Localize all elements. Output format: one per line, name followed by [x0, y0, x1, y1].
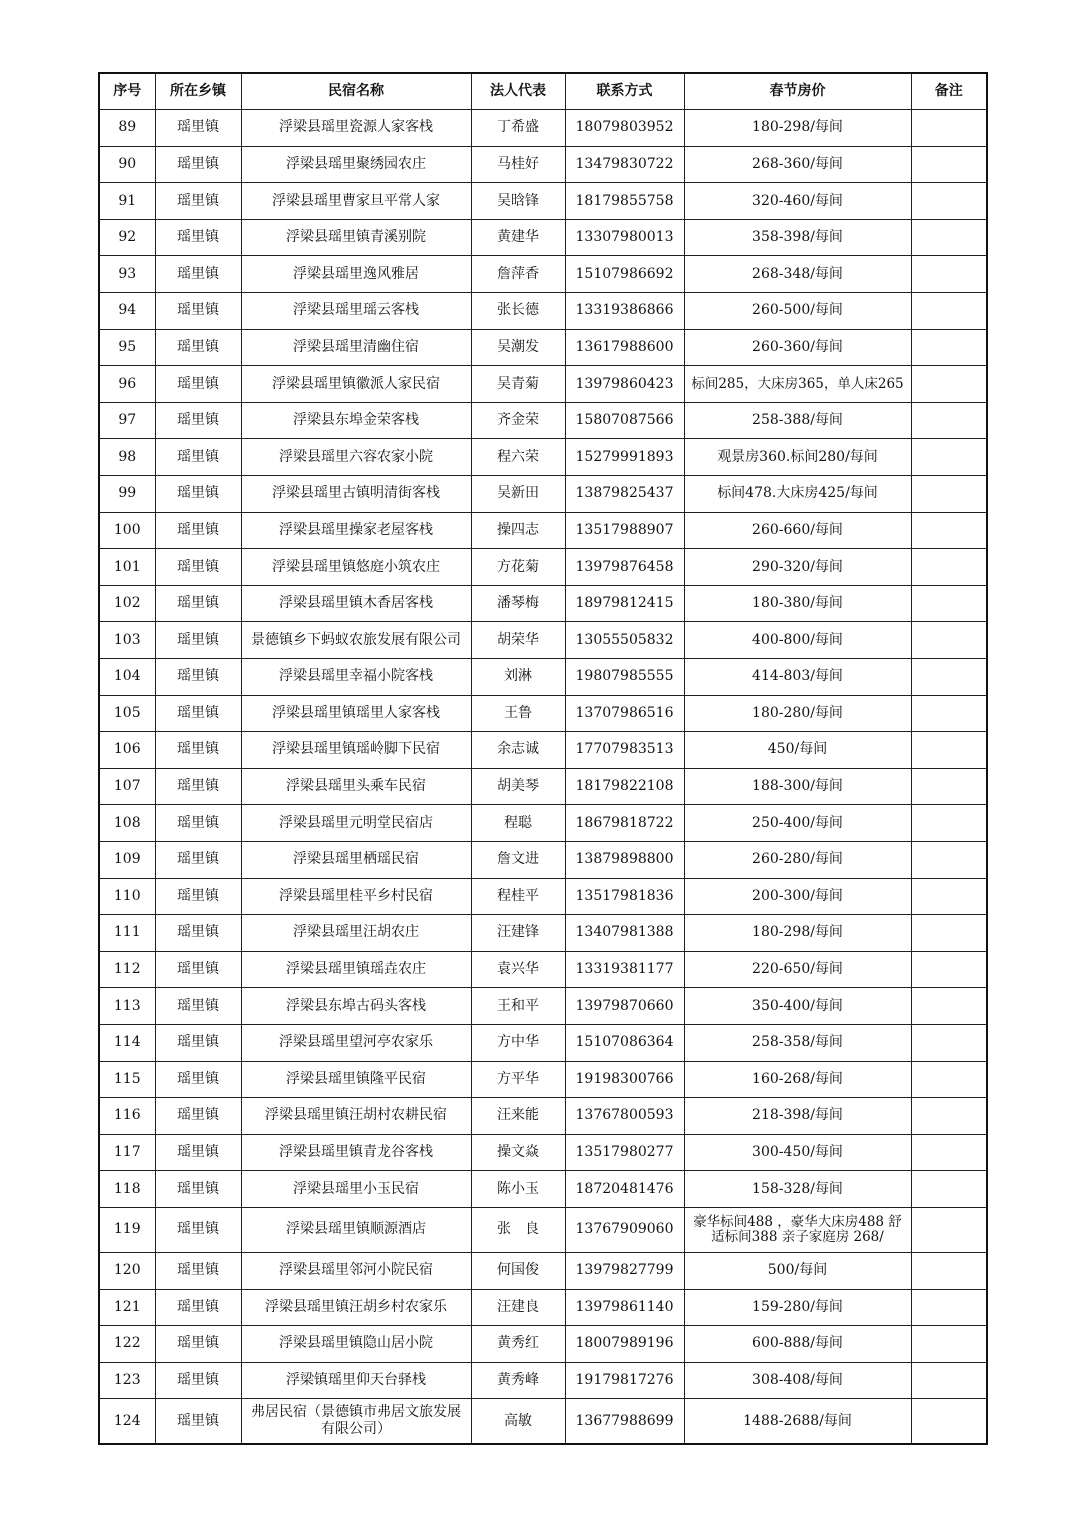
table-row: [99, 219, 987, 256]
cell-price: 250-400/每间: [684, 805, 911, 842]
cell-note: [911, 256, 987, 293]
cell-note: [911, 366, 987, 403]
cell-no: 101: [99, 549, 155, 586]
table-row: [99, 878, 987, 915]
cell-town: 瑶里镇: [155, 512, 241, 549]
cell-phone: 13517981836: [565, 878, 684, 915]
cell-price: 358-398/每间: [684, 219, 911, 256]
cell-price: 标间478.大床房425/每间: [684, 476, 911, 513]
cell-phone: 19179817276: [565, 1362, 684, 1399]
cell-phone: 13979827799: [565, 1252, 684, 1289]
cell-no: 109: [99, 841, 155, 878]
cell-note: [911, 1362, 987, 1399]
cell-town: 瑶里镇: [155, 768, 241, 805]
cell-price: 320-460/每间: [684, 183, 911, 220]
table-row: [99, 329, 987, 366]
cell-no: 103: [99, 622, 155, 659]
cell-no: 119: [99, 1207, 155, 1252]
cell-name: 浮梁县瑶里镇汪胡乡村农家乐: [241, 1289, 471, 1326]
cell-price: 290-320/每间: [684, 549, 911, 586]
cell-name: 浮梁县瑶里曹家旦平常人家: [241, 183, 471, 220]
cell-note: [911, 1399, 987, 1444]
cell-name: 浮梁县瑶里小玉民宿: [241, 1171, 471, 1208]
cell-note: [911, 1289, 987, 1326]
cell-note: [911, 768, 987, 805]
cell-rep: 张 良: [471, 1207, 565, 1252]
cell-town: 瑶里镇: [155, 476, 241, 513]
cell-phone: 13319381177: [565, 951, 684, 988]
cell-price: 300-450/每间: [684, 1134, 911, 1171]
cell-price: 258-388/每间: [684, 402, 911, 439]
cell-rep: 吴晗锋: [471, 183, 565, 220]
cell-no: 98: [99, 439, 155, 476]
cell-no: 108: [99, 805, 155, 842]
cell-rep: 齐金荣: [471, 402, 565, 439]
cell-no: 99: [99, 476, 155, 513]
cell-note: [911, 293, 987, 330]
cell-no: 114: [99, 1024, 155, 1061]
cell-rep: 潘琴梅: [471, 585, 565, 622]
cell-price: 200-300/每间: [684, 878, 911, 915]
table-row: [99, 988, 987, 1025]
cell-phone: 13319386866: [565, 293, 684, 330]
cell-price: 260-500/每间: [684, 293, 911, 330]
cell-no: 90: [99, 146, 155, 183]
cell-no: 120: [99, 1252, 155, 1289]
cell-phone: 13979870660: [565, 988, 684, 1025]
cell-town: 瑶里镇: [155, 1024, 241, 1061]
cell-town: 瑶里镇: [155, 183, 241, 220]
cell-town: 瑶里镇: [155, 695, 241, 732]
cell-price: 260-280/每间: [684, 841, 911, 878]
cell-town: 瑶里镇: [155, 402, 241, 439]
cell-rep: 丁希盛: [471, 110, 565, 147]
cell-town: 瑶里镇: [155, 219, 241, 256]
cell-rep: 程聪: [471, 805, 565, 842]
cell-town: 瑶里镇: [155, 1207, 241, 1252]
table-row: [99, 402, 987, 439]
cell-no: 113: [99, 988, 155, 1025]
table-row: [99, 622, 987, 659]
table-row: [99, 439, 987, 476]
cell-name: 浮梁县瑶里镇瑶岭脚下民宿: [241, 732, 471, 769]
cell-price: 260-660/每间: [684, 512, 911, 549]
cell-phone: 18979812415: [565, 585, 684, 622]
cell-price: 180-298/每间: [684, 915, 911, 952]
header-town: 所在乡镇: [155, 73, 241, 110]
cell-name: 浮梁县瑶里镇青溪别院: [241, 219, 471, 256]
cell-price: 标间285，大床房365，单人床265: [684, 366, 911, 403]
cell-no: 95: [99, 329, 155, 366]
table-row: [99, 1171, 987, 1208]
table-row: [99, 1326, 987, 1363]
cell-phone: 18179822108: [565, 768, 684, 805]
cell-rep: 程桂平: [471, 878, 565, 915]
cell-name: 浮梁县东埠古码头客栈: [241, 988, 471, 1025]
cell-rep: 程六荣: [471, 439, 565, 476]
cell-price: 400-800/每间: [684, 622, 911, 659]
cell-town: 瑶里镇: [155, 915, 241, 952]
table-row: [99, 1098, 987, 1135]
cell-no: 117: [99, 1134, 155, 1171]
cell-note: [911, 1134, 987, 1171]
cell-no: 123: [99, 1362, 155, 1399]
table-row: [99, 805, 987, 842]
table-row: [99, 293, 987, 330]
cell-rep: 方中华: [471, 1024, 565, 1061]
table-row: [99, 1399, 987, 1444]
cell-no: 116: [99, 1098, 155, 1135]
cell-name: 浮梁县瑶里镇隆平民宿: [241, 1061, 471, 1098]
cell-rep: 余志诚: [471, 732, 565, 769]
cell-rep: 刘淋: [471, 659, 565, 696]
cell-town: 瑶里镇: [155, 1098, 241, 1135]
cell-town: 瑶里镇: [155, 805, 241, 842]
cell-rep: 张长德: [471, 293, 565, 330]
header-phone: 联系方式: [565, 73, 684, 110]
header-note: 备注: [911, 73, 987, 110]
cell-note: [911, 1024, 987, 1061]
table-row: [99, 256, 987, 293]
cell-name: 浮梁县瑶里瑶云客栈: [241, 293, 471, 330]
cell-note: [911, 512, 987, 549]
cell-rep: 汪来能: [471, 1098, 565, 1135]
cell-note: [911, 841, 987, 878]
cell-phone: 15279991893: [565, 439, 684, 476]
cell-name: 浮梁县瑶里栖瑶民宿: [241, 841, 471, 878]
cell-no: 91: [99, 183, 155, 220]
cell-phone: 18007989196: [565, 1326, 684, 1363]
cell-no: 122: [99, 1326, 155, 1363]
cell-no: 102: [99, 585, 155, 622]
cell-price: 258-358/每间: [684, 1024, 911, 1061]
cell-note: [911, 1061, 987, 1098]
cell-name: 浮梁县瑶里镇徽派人家民宿: [241, 366, 471, 403]
cell-price: 260-360/每间: [684, 329, 911, 366]
table-row: [99, 841, 987, 878]
cell-phone: 15807087566: [565, 402, 684, 439]
cell-phone: 13517988907: [565, 512, 684, 549]
cell-phone: 13517980277: [565, 1134, 684, 1171]
cell-note: [911, 732, 987, 769]
cell-name: 浮梁县瑶里桂平乡村民宿: [241, 878, 471, 915]
cell-name: 浮梁县瑶里镇隐山居小院: [241, 1326, 471, 1363]
cell-town: 瑶里镇: [155, 1399, 241, 1444]
cell-no: 105: [99, 695, 155, 732]
cell-name: 浮梁县瑶里清幽住宿: [241, 329, 471, 366]
cell-town: 瑶里镇: [155, 732, 241, 769]
cell-name: 浮梁县瑶里镇瑶里人家客栈: [241, 695, 471, 732]
cell-phone: 13767909060: [565, 1207, 684, 1252]
cell-rep: 吴青菊: [471, 366, 565, 403]
header-rep: 法人代表: [471, 73, 565, 110]
cell-price: 180-298/每间: [684, 110, 911, 147]
cell-town: 瑶里镇: [155, 256, 241, 293]
cell-phone: 19198300766: [565, 1061, 684, 1098]
table-row: [99, 915, 987, 952]
cell-price: 350-400/每间: [684, 988, 911, 1025]
cell-note: [911, 695, 987, 732]
cell-no: 94: [99, 293, 155, 330]
cell-rep: 黄秀红: [471, 1326, 565, 1363]
table-row: [99, 1024, 987, 1061]
cell-no: 121: [99, 1289, 155, 1326]
cell-phone: 18720481476: [565, 1171, 684, 1208]
cell-no: 118: [99, 1171, 155, 1208]
table-row: [99, 951, 987, 988]
cell-price: 308-408/每间: [684, 1362, 911, 1399]
header-row: [99, 73, 987, 110]
table-row: [99, 366, 987, 403]
table-row: [99, 1289, 987, 1326]
cell-phone: 13707986516: [565, 695, 684, 732]
cell-rep: 吴潮发: [471, 329, 565, 366]
cell-name: 浮梁县瑶里瓷源人家客栈: [241, 110, 471, 147]
cell-no: 112: [99, 951, 155, 988]
cell-note: [911, 585, 987, 622]
cell-town: 瑶里镇: [155, 951, 241, 988]
cell-town: 瑶里镇: [155, 1061, 241, 1098]
cell-no: 124: [99, 1399, 155, 1444]
cell-price: 600-888/每间: [684, 1326, 911, 1363]
cell-price: 218-398/每间: [684, 1098, 911, 1135]
cell-note: [911, 1326, 987, 1363]
cell-town: 瑶里镇: [155, 549, 241, 586]
cell-town: 瑶里镇: [155, 366, 241, 403]
table-row: [99, 512, 987, 549]
cell-note: [911, 1171, 987, 1208]
cell-rep: 胡荣华: [471, 622, 565, 659]
cell-rep: 汪建锋: [471, 915, 565, 952]
cell-price: 180-280/每间: [684, 695, 911, 732]
cell-name: 浮梁县瑶里幸福小院客栈: [241, 659, 471, 696]
cell-rep: 黄建华: [471, 219, 565, 256]
cell-name: 浮梁县瑶里聚绣园农庄: [241, 146, 471, 183]
cell-note: [911, 1207, 987, 1252]
table-row: [99, 585, 987, 622]
cell-town: 瑶里镇: [155, 293, 241, 330]
cell-town: 瑶里镇: [155, 1171, 241, 1208]
cell-town: 瑶里镇: [155, 622, 241, 659]
cell-rep: 陈小玉: [471, 1171, 565, 1208]
cell-town: 瑶里镇: [155, 1134, 241, 1171]
cell-price: 268-348/每间: [684, 256, 911, 293]
cell-name: 浮梁县瑶里镇悠庭小筑农庄: [241, 549, 471, 586]
cell-note: [911, 878, 987, 915]
cell-rep: 黄秀峰: [471, 1362, 565, 1399]
cell-rep: 何国俊: [471, 1252, 565, 1289]
cell-name: 浮梁县瑶里逸风雅居: [241, 256, 471, 293]
cell-rep: 吴新田: [471, 476, 565, 513]
table-row: [99, 110, 987, 147]
cell-phone: 15107086364: [565, 1024, 684, 1061]
cell-town: 瑶里镇: [155, 329, 241, 366]
cell-note: [911, 439, 987, 476]
cell-price: 豪华标间488 ，豪华大床房488 舒适标间388 亲子家庭房 268/: [684, 1207, 911, 1252]
table-row: [99, 1207, 987, 1252]
cell-rep: 袁兴华: [471, 951, 565, 988]
cell-note: [911, 549, 987, 586]
cell-no: 110: [99, 878, 155, 915]
cell-phone: 13307980013: [565, 219, 684, 256]
cell-town: 瑶里镇: [155, 585, 241, 622]
cell-note: [911, 1252, 987, 1289]
cell-phone: 13479830722: [565, 146, 684, 183]
cell-name: 浮梁县瑶里邻河小院民宿: [241, 1252, 471, 1289]
cell-phone: 18079803952: [565, 110, 684, 147]
cell-town: 瑶里镇: [155, 1326, 241, 1363]
cell-price: 159-280/每间: [684, 1289, 911, 1326]
cell-no: 96: [99, 366, 155, 403]
cell-note: [911, 183, 987, 220]
cell-name: 弗居民宿（景德镇市弗居文旅发展有限公司）: [241, 1399, 471, 1444]
cell-rep: 方花菊: [471, 549, 565, 586]
cell-phone: 13677988699: [565, 1399, 684, 1444]
cell-rep: 王和平: [471, 988, 565, 1025]
cell-note: [911, 329, 987, 366]
header-price: 春节房价: [684, 73, 911, 110]
cell-note: [911, 915, 987, 952]
cell-price: 414-803/每间: [684, 659, 911, 696]
cell-phone: 13767800593: [565, 1098, 684, 1135]
cell-name: 浮梁县瑶里镇木香居客栈: [241, 585, 471, 622]
cell-name: 浮梁县瑶里镇青龙谷客栈: [241, 1134, 471, 1171]
cell-note: [911, 805, 987, 842]
cell-phone: 19807985555: [565, 659, 684, 696]
cell-no: 93: [99, 256, 155, 293]
cell-no: 106: [99, 732, 155, 769]
cell-rep: 方平华: [471, 1061, 565, 1098]
cell-phone: 13055505832: [565, 622, 684, 659]
cell-phone: 18179855758: [565, 183, 684, 220]
table-row: [99, 183, 987, 220]
cell-rep: 马桂好: [471, 146, 565, 183]
table-row: [99, 732, 987, 769]
header-no: 序号: [99, 73, 155, 110]
cell-note: [911, 476, 987, 513]
cell-price: 188-300/每间: [684, 768, 911, 805]
cell-name: 浮梁县东埠金荣客栈: [241, 402, 471, 439]
cell-note: [911, 622, 987, 659]
cell-price: 观景房360.标间280/每间: [684, 439, 911, 476]
cell-rep: 詹萍香: [471, 256, 565, 293]
cell-price: 450/每间: [684, 732, 911, 769]
cell-note: [911, 402, 987, 439]
cell-town: 瑶里镇: [155, 439, 241, 476]
cell-rep: 操四志: [471, 512, 565, 549]
cell-no: 115: [99, 1061, 155, 1098]
cell-price: 180-380/每间: [684, 585, 911, 622]
cell-no: 104: [99, 659, 155, 696]
cell-town: 瑶里镇: [155, 1252, 241, 1289]
cell-phone: 18679818722: [565, 805, 684, 842]
cell-price: 220-650/每间: [684, 951, 911, 988]
cell-name: 浮梁县瑶里汪胡农庄: [241, 915, 471, 952]
cell-phone: 13979861140: [565, 1289, 684, 1326]
cell-name: 浮梁县瑶里元明堂民宿店: [241, 805, 471, 842]
table-body: [99, 110, 987, 1444]
cell-town: 瑶里镇: [155, 841, 241, 878]
cell-phone: 13979876458: [565, 549, 684, 586]
cell-note: [911, 146, 987, 183]
cell-town: 瑶里镇: [155, 988, 241, 1025]
cell-rep: 操文焱: [471, 1134, 565, 1171]
cell-no: 111: [99, 915, 155, 952]
cell-price: 500/每间: [684, 1252, 911, 1289]
cell-price: 160-268/每间: [684, 1061, 911, 1098]
table-row: [99, 1134, 987, 1171]
header-name: 民宿名称: [241, 73, 471, 110]
cell-name: 浮梁县瑶里古镇明清街客栈: [241, 476, 471, 513]
cell-no: 100: [99, 512, 155, 549]
cell-phone: 17707983513: [565, 732, 684, 769]
cell-note: [911, 219, 987, 256]
table-row: [99, 768, 987, 805]
cell-no: 89: [99, 110, 155, 147]
cell-no: 92: [99, 219, 155, 256]
cell-note: [911, 1098, 987, 1135]
cell-town: 瑶里镇: [155, 1289, 241, 1326]
cell-town: 瑶里镇: [155, 878, 241, 915]
cell-name: 浮梁县瑶里六容农家小院: [241, 439, 471, 476]
cell-phone: 15107986692: [565, 256, 684, 293]
cell-note: [911, 951, 987, 988]
table-row: [99, 1362, 987, 1399]
homestay-price-table: [98, 72, 988, 1445]
cell-name: 景德镇乡下蚂蚁农旅发展有限公司: [241, 622, 471, 659]
cell-note: [911, 110, 987, 147]
table-row: [99, 476, 987, 513]
cell-note: [911, 988, 987, 1025]
cell-town: 瑶里镇: [155, 110, 241, 147]
cell-no: 97: [99, 402, 155, 439]
cell-name: 浮梁县瑶里镇汪胡村农耕民宿: [241, 1098, 471, 1135]
cell-name: 浮梁县瑶里望河亭农家乐: [241, 1024, 471, 1061]
cell-name: 浮梁县瑶里镇顺源酒店: [241, 1207, 471, 1252]
cell-rep: 王鲁: [471, 695, 565, 732]
cell-rep: 詹文进: [471, 841, 565, 878]
cell-name: 浮梁县瑶里头乘车民宿: [241, 768, 471, 805]
cell-name: 浮梁县瑶里操家老屋客栈: [241, 512, 471, 549]
cell-rep: 汪建良: [471, 1289, 565, 1326]
cell-name: 浮梁县瑶里镇瑶垚农庄: [241, 951, 471, 988]
table-row: [99, 659, 987, 696]
table-row: [99, 695, 987, 732]
cell-phone: 13879825437: [565, 476, 684, 513]
cell-rep: 胡美琴: [471, 768, 565, 805]
table-row: [99, 549, 987, 586]
table-row: [99, 146, 987, 183]
cell-rep: 高敏: [471, 1399, 565, 1444]
cell-town: 瑶里镇: [155, 659, 241, 696]
table-row: [99, 1252, 987, 1289]
cell-phone: 13617988600: [565, 329, 684, 366]
cell-phone: 13879898800: [565, 841, 684, 878]
cell-town: 瑶里镇: [155, 146, 241, 183]
cell-price: 268-360/每间: [684, 146, 911, 183]
cell-name: 浮梁镇瑶里仰天台驿栈: [241, 1362, 471, 1399]
cell-phone: 13407981388: [565, 915, 684, 952]
cell-no: 107: [99, 768, 155, 805]
cell-phone: 13979860423: [565, 366, 684, 403]
cell-price: 1488-2688/每间: [684, 1399, 911, 1444]
cell-town: 瑶里镇: [155, 1362, 241, 1399]
cell-note: [911, 659, 987, 696]
cell-price: 158-328/每间: [684, 1171, 911, 1208]
table-row: [99, 1061, 987, 1098]
